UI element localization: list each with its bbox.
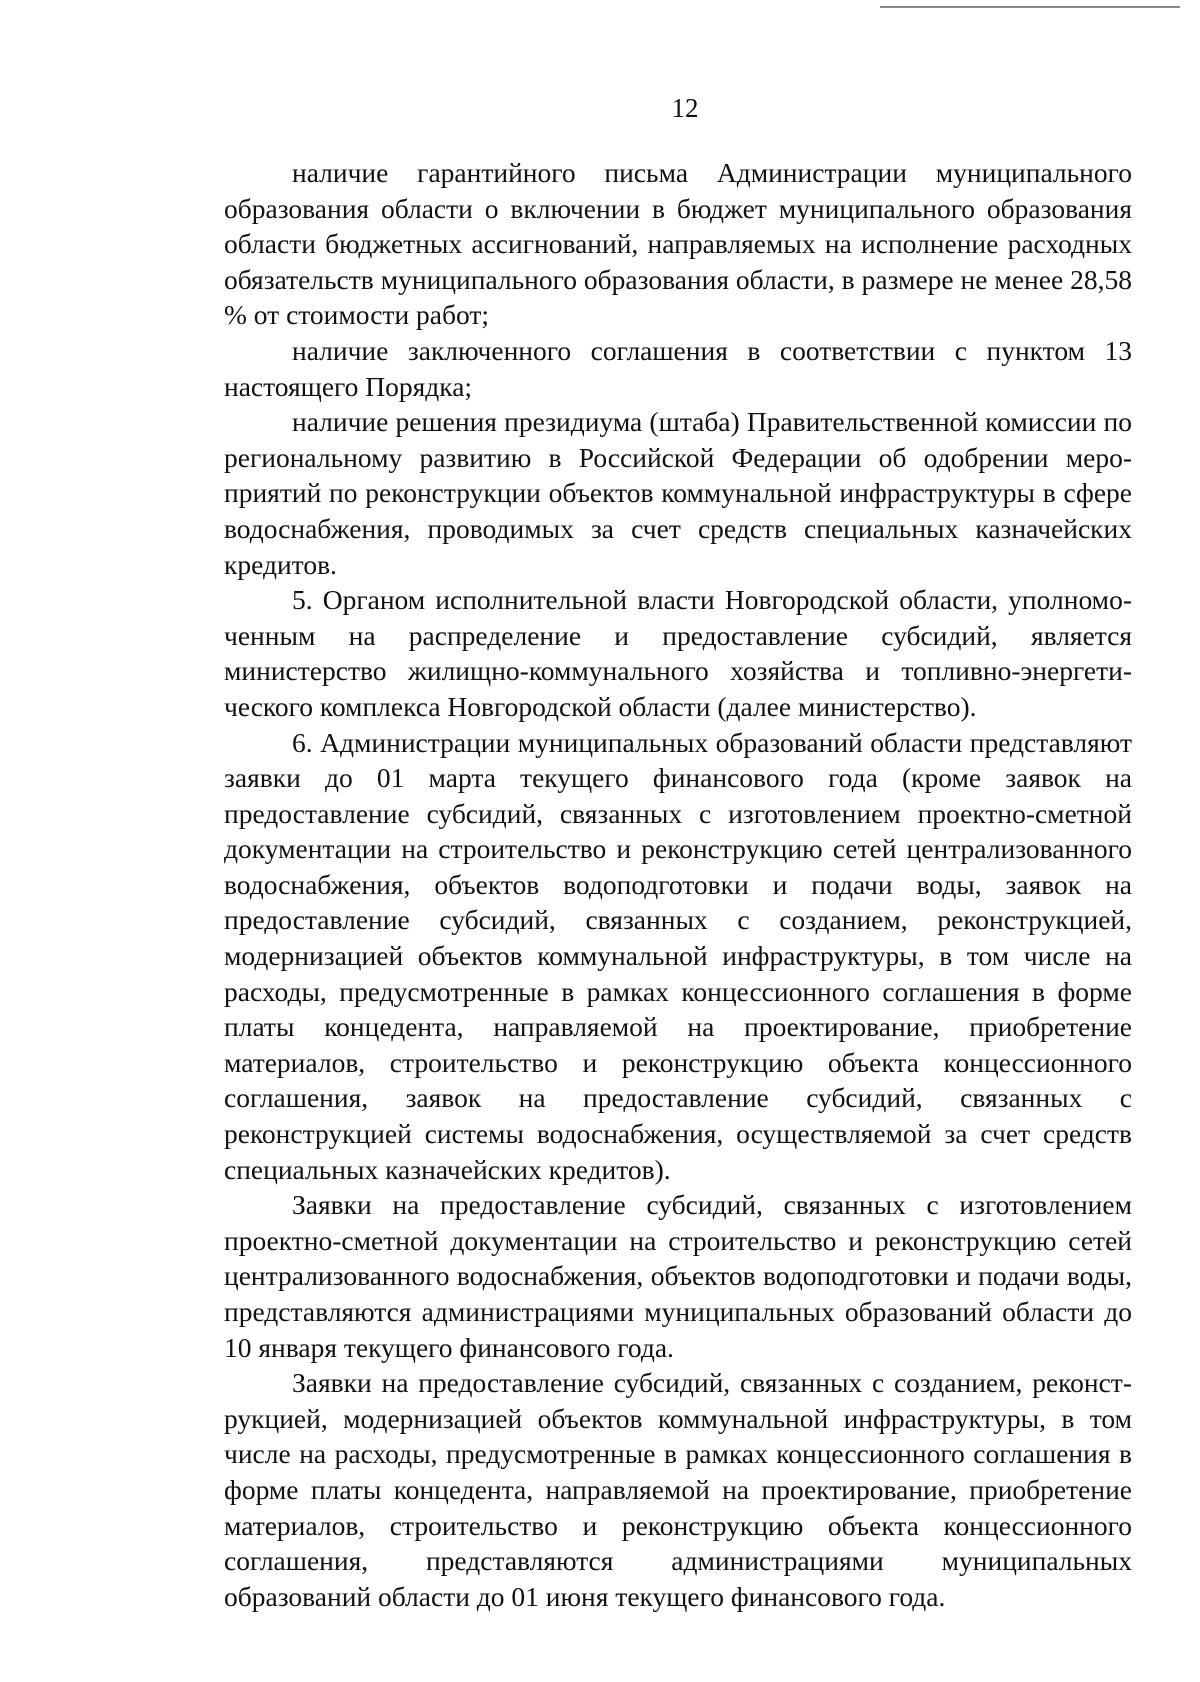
paragraph-guarantee-letter: наличие гарантийного письма Администрации муниципального образования области о включении в бюджет муниципального образования области бюджетных ассигнований, направляемых на исполнение расходных обязательств муниципального образования области, в размере не менее 28,58 % от стоимости работ;	[224, 157, 1132, 331]
paragraph-item-6: 6. Администрации муниципальных образований области представляют заявки до 01 марта текущего финансового года (кроме заявок на предоставление субсидий, связанных с изготовлением проектно-сметной документации на строительство и реконструкцию сетей централизованного водоснабжения, объектов водоподготовки и подачи воды, заявок на предоставление субсидий, связанных с созданием, реконструкцией, модернизацией объектов коммунальной инфраструктуры, в том числе на расходы, предусмотренные в рамках концессионного соглашения в форме платы концедента, направляемой на проектирование, приобретение материалов, строительство и реконструкцию объекта концессионного соглашения, заявок на предоставление субсидий, связанных с реконструкцией системы водоснабжения, осуществляемой за счет средств специальных казначейских кредитов).	[224, 726, 1132, 1185]
paragraph-design-applications: Заявки на предоставление субсидий, связанных с изготовлением проектно-сметной документации на строительство и реконструкцию сетей централизованного водоснабжения, объектов водоподготовки и подачи воды, представляются администрациями муниципальных образований области до 10 января текущего финансового года.	[224, 1189, 1132, 1363]
document-body	[224, 155, 1132, 1614]
paragraph-item-5: 5. Органом исполнительной власти Новгородской области, уполномоченным на распределение и предоставление субсидий, является министерство жилищно-коммунального хозяйства и топливно-энергетического комплекса Новгородской области (далее министерство).	[224, 584, 1132, 722]
page-number: 12	[671, 93, 699, 123]
paragraph-concluded-agreement: наличие заключенного соглашения в соответствии с пунктом 13 настоящего Порядка;	[224, 334, 1132, 402]
paragraph-presidium-decision: наличие решения президиума (штаба) Правительственной комиссии по региональному развитию в Российской Федерации об одобрении мероприятий по реконструкции объектов коммунальной инфраструктуры в сфере водоснабжения, проводимых за счет средств специальных казначейских кредитов.	[224, 406, 1132, 580]
paragraph-infrastructure-applications: Заявки на предоставление субсидий, связанных с созданием, реконструкцией, модернизацией объектов коммунальной инфраструктуры, в том числе на расходы, предусмотренные в рамках концессионного соглашения в форме платы концедента, направляемой на проектирование, приобретение материалов, строительство и реконструкцию объекта концессионного соглашения, представляются администрациями муниципальных образований области до 01 июня текущего финансового года.	[224, 1367, 1132, 1612]
scan-edge-line	[880, 6, 1180, 8]
